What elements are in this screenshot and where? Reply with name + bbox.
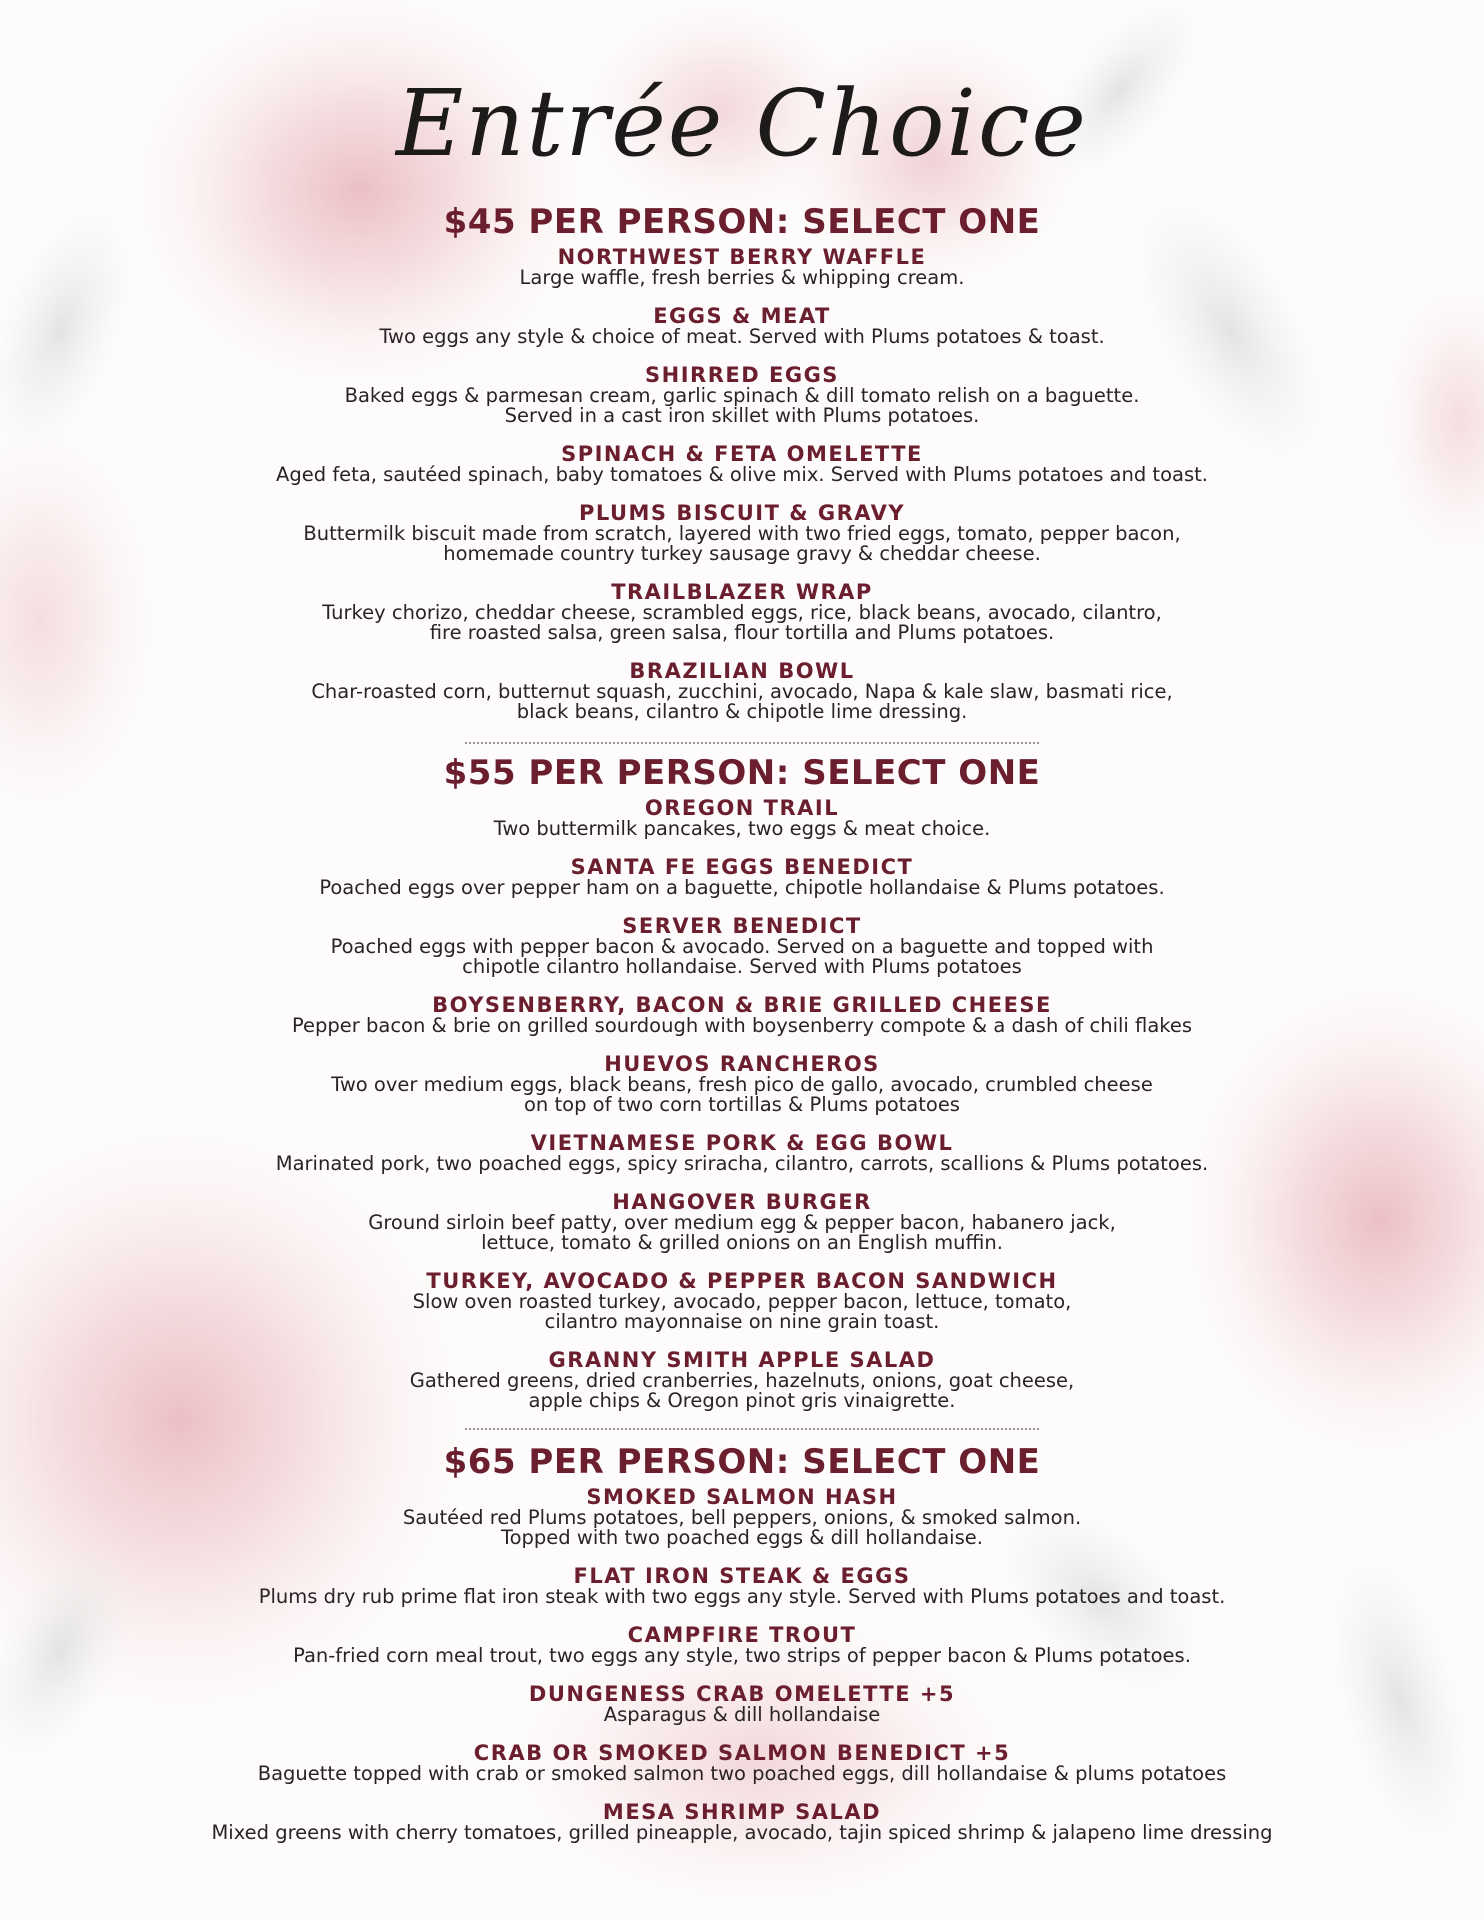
section-heading: $65 PER PERSON: SELECT ONE [443, 1442, 1041, 1482]
menu-item [0, 1270, 1484, 1332]
item-description: Asparagus & dill hollandaise [603, 1703, 881, 1726]
item-name: CAMPFIRE TROUT [627, 1623, 857, 1647]
menu-item [0, 1053, 1484, 1115]
menu-item [0, 1742, 1484, 1784]
item-description: Poached eggs with pepper bacon & avocado. Served on a baguette and topped with chipotle cilantro hollandaise. Served with Plums potatoes [330, 935, 1154, 978]
item-name: GRANNY SMITH APPLE SALAD [548, 1348, 936, 1372]
menu-item [0, 856, 1484, 898]
item-name: BRAZILIAN BOWL [629, 659, 855, 683]
item-description: Plums dry rub prime flat iron steak with two eggs any style. Served with Plums potatoes and toast. [258, 1585, 1226, 1608]
item-name: HANGOVER BURGER [612, 1190, 872, 1214]
item-name: TURKEY, AVOCADO & PEPPER BACON SANDWICH [426, 1269, 1058, 1293]
menu-item [0, 581, 1484, 643]
dotted-divider [465, 742, 1039, 744]
item-description: Marinated pork, two poached eggs, spicy sriracha, cilantro, carrots, scallions & Plums potatoes. [275, 1152, 1209, 1175]
item-name: BOYSENBERRY, BACON & BRIE GRILLED CHEESE [432, 993, 1052, 1017]
menu-item [0, 1624, 1484, 1666]
section-65 [0, 1442, 1484, 1843]
item-description: Baguette topped with crab or smoked salmon two poached eggs, dill hollandaise & plums potatoes [257, 1762, 1227, 1785]
item-name: NORTHWEST BERRY WAFFLE [557, 245, 927, 269]
item-description: Ground sirloin beef patty, over medium egg & pepper bacon, habanero jack, lettuce, tomato & grilled onions on an English muffin. [368, 1211, 1116, 1254]
item-name: PLUMS BISCUIT & GRAVY [578, 501, 906, 525]
item-name: VIETNAMESE PORK & EGG BOWL [530, 1131, 954, 1155]
item-description: Baked eggs & parmesan cream, garlic spinach & dill tomato relish on a baguette. Served in a cast iron skillet with Plums potatoes. [344, 384, 1140, 427]
item-description: Turkey chorizo, cheddar cheese, scrambled eggs, rice, black beans, avocado, cilantro, fire roasted salsa, green salsa, flour tortilla and Plums potatoes. [322, 601, 1162, 644]
menu-item [0, 443, 1484, 485]
item-name: SANTA FE EGGS BENEDICT [570, 855, 914, 879]
item-name: SPINACH & FETA OMELETTE [561, 442, 923, 466]
menu-item [0, 660, 1484, 722]
item-name: SERVER BENEDICT [622, 914, 862, 938]
item-name: CRAB OR SMOKED SALMON BENEDICT +5 [473, 1741, 1011, 1765]
menu-item [0, 994, 1484, 1036]
item-name: EGGS & MEAT [653, 304, 831, 328]
item-name: SHIRRED EGGS [645, 363, 839, 387]
item-description: Pepper bacon & brie on grilled sourdough with boysenberry compote & a dash of chili flakes [291, 1014, 1193, 1037]
item-description: Two over medium eggs, black beans, fresh pico de gallo, avocado, crumbled cheese on top of two corn tortillas & Plums potatoes [331, 1073, 1153, 1116]
menu-item [0, 305, 1484, 347]
item-description: Sautéed red Plums potatoes, bell peppers, onions, & smoked salmon. Topped with two poached eggs & dill hollandaise. [402, 1506, 1082, 1549]
menu-item [0, 246, 1484, 288]
menu-item [0, 1486, 1484, 1548]
section-heading: $55 PER PERSON: SELECT ONE [443, 753, 1041, 793]
item-description: Two buttermilk pancakes, two eggs & meat choice. [493, 817, 991, 840]
item-description: Gathered greens, dried cranberries, hazelnuts, onions, goat cheese, apple chips & Oregon pinot gris vinaigrette. [409, 1369, 1075, 1412]
item-description: Poached eggs over pepper ham on a baguette, chipotle hollandaise & Plums potatoes. [319, 876, 1165, 899]
dotted-divider [465, 1428, 1039, 1430]
menu-item [0, 502, 1484, 564]
item-description: Mixed greens with cherry tomatoes, grilled pineapple, avocado, tajin spiced shrimp & jalapeno lime dressing [211, 1821, 1273, 1844]
item-description: Buttermilk biscuit made from scratch, layered with two fried eggs, tomato, pepper bacon, homemade country turkey sausage gravy & cheddar cheese. [303, 522, 1181, 565]
item-name: HUEVOS RANCHEROS [604, 1052, 880, 1076]
item-description: Slow oven roasted turkey, avocado, pepper bacon, lettuce, tomato, cilantro mayonnaise on nine grain toast. [412, 1290, 1072, 1333]
item-name: MESA SHRIMP SALAD [602, 1800, 882, 1824]
item-description: Pan-fried corn meal trout, two eggs any style, two strips of pepper bacon & Plums potatoes. [293, 1644, 1191, 1667]
item-name: FLAT IRON STEAK & EGGS [573, 1564, 911, 1588]
item-name: SMOKED SALMON HASH [586, 1485, 898, 1509]
section-45 [0, 202, 1484, 722]
menu-item [0, 915, 1484, 977]
section-heading: $45 PER PERSON: SELECT ONE [443, 202, 1041, 242]
menu-item [0, 1191, 1484, 1253]
item-description: Char-roasted corn, butternut squash, zucchini, avocado, Napa & kale slaw, basmati rice, black beans, cilantro & chipotle lime dressing. [311, 680, 1173, 723]
menu-item [0, 1801, 1484, 1843]
menu-item [0, 797, 1484, 839]
menu-item [0, 1565, 1484, 1607]
item-description: Large waffle, fresh berries & whipping cream. [519, 266, 965, 289]
item-name: OREGON TRAIL [644, 796, 840, 820]
menu-item [0, 364, 1484, 426]
section-55 [0, 753, 1484, 1411]
menu-title: Entrée Choice [396, 70, 1088, 177]
menu-item [0, 1683, 1484, 1725]
menu-item [0, 1349, 1484, 1411]
menu-item [0, 1132, 1484, 1174]
item-name: DUNGENESS CRAB OMELETTE +5 [528, 1682, 956, 1706]
item-description: Two eggs any style & choice of meat. Served with Plums potatoes & toast. [379, 325, 1105, 348]
item-name: TRAILBLAZER WRAP [611, 580, 873, 604]
item-description: Aged feta, sautéed spinach, baby tomatoes & olive mix. Served with Plums potatoes and toast. [276, 463, 1208, 486]
